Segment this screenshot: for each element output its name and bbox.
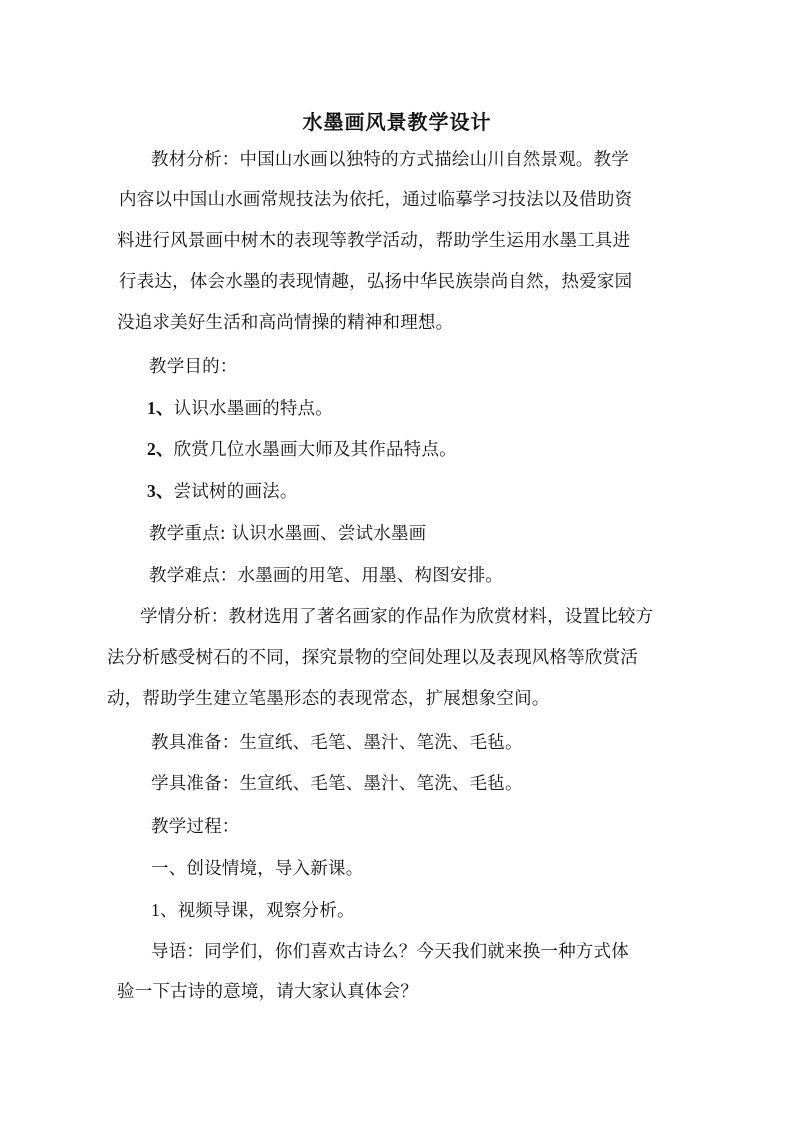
paragraph-line: 动，帮助学生建立笔墨形态的表现常态，扩展想象空间。 xyxy=(107,689,550,709)
difficult-points: 教学难点：水墨画的用笔、用墨、构图安排。 xyxy=(149,566,503,586)
paragraph-line: 料进行风景画中树木的表现等教学活动，帮助学生运用水墨工具进 xyxy=(117,231,631,251)
list-text: 尝试树的画法。 xyxy=(173,482,298,502)
list-item xyxy=(147,398,333,419)
teacher-materials: 教具准备：生宣纸、毛笔、墨汁、笔洗、毛毡。 xyxy=(151,733,523,753)
paragraph-line: 导语：同学们，你们喜欢古诗么？今天我们就来换一种方式体 xyxy=(151,942,629,962)
paragraph-line: 验一下古诗的意境，请大家认真体会？ xyxy=(117,982,418,1002)
paragraph-line: 没追求美好生活和高尚情操的精神和理想。 xyxy=(117,313,454,333)
list-number: 3、 xyxy=(147,481,174,501)
list-number: 2、 xyxy=(147,439,174,459)
document-title: 水墨画风景教学设计 xyxy=(302,110,492,134)
list-text: 认识水墨画的特点。 xyxy=(173,399,333,419)
step-number: 1、 xyxy=(151,900,178,920)
step-text: 视频导课，观察分析。 xyxy=(177,901,355,921)
step-item xyxy=(151,900,355,921)
paragraph-line: 内容以中国山水画常规技法为依托，通过临摹学习技法以及借助资 xyxy=(119,190,633,210)
list-number: 1、 xyxy=(147,398,174,418)
list-item xyxy=(147,439,457,460)
section-heading: 教学目的： xyxy=(149,357,238,377)
list-item xyxy=(147,481,298,502)
section-heading: 教学过程： xyxy=(151,817,240,837)
paragraph-line: 法分析感受树石的不同，探究景物的空间处理以及表现风格等欣赏活 xyxy=(107,648,638,668)
step-heading: 一、创设情境，导入新课。 xyxy=(151,859,364,879)
student-materials: 学具准备：生宣纸、毛笔、墨汁、笔洗、毛毡。 xyxy=(151,774,523,794)
key-points: 教学重点: 认识水墨画、尝试水墨画 xyxy=(149,524,427,544)
paragraph-line: 教材分析：中国山水画以独特的方式描绘山川自然景观。教学 xyxy=(151,150,629,170)
paragraph-line: 行表达，体会水墨的表现情趣，弘扬中华民族崇尚自然，热爱家园 xyxy=(119,272,633,292)
list-text: 欣赏几位水墨画大师及其作品特点。 xyxy=(173,440,457,460)
paragraph-line: 学情分析：教材选用了著名画家的作品作为欣赏材料，设置比较方 xyxy=(140,607,654,627)
